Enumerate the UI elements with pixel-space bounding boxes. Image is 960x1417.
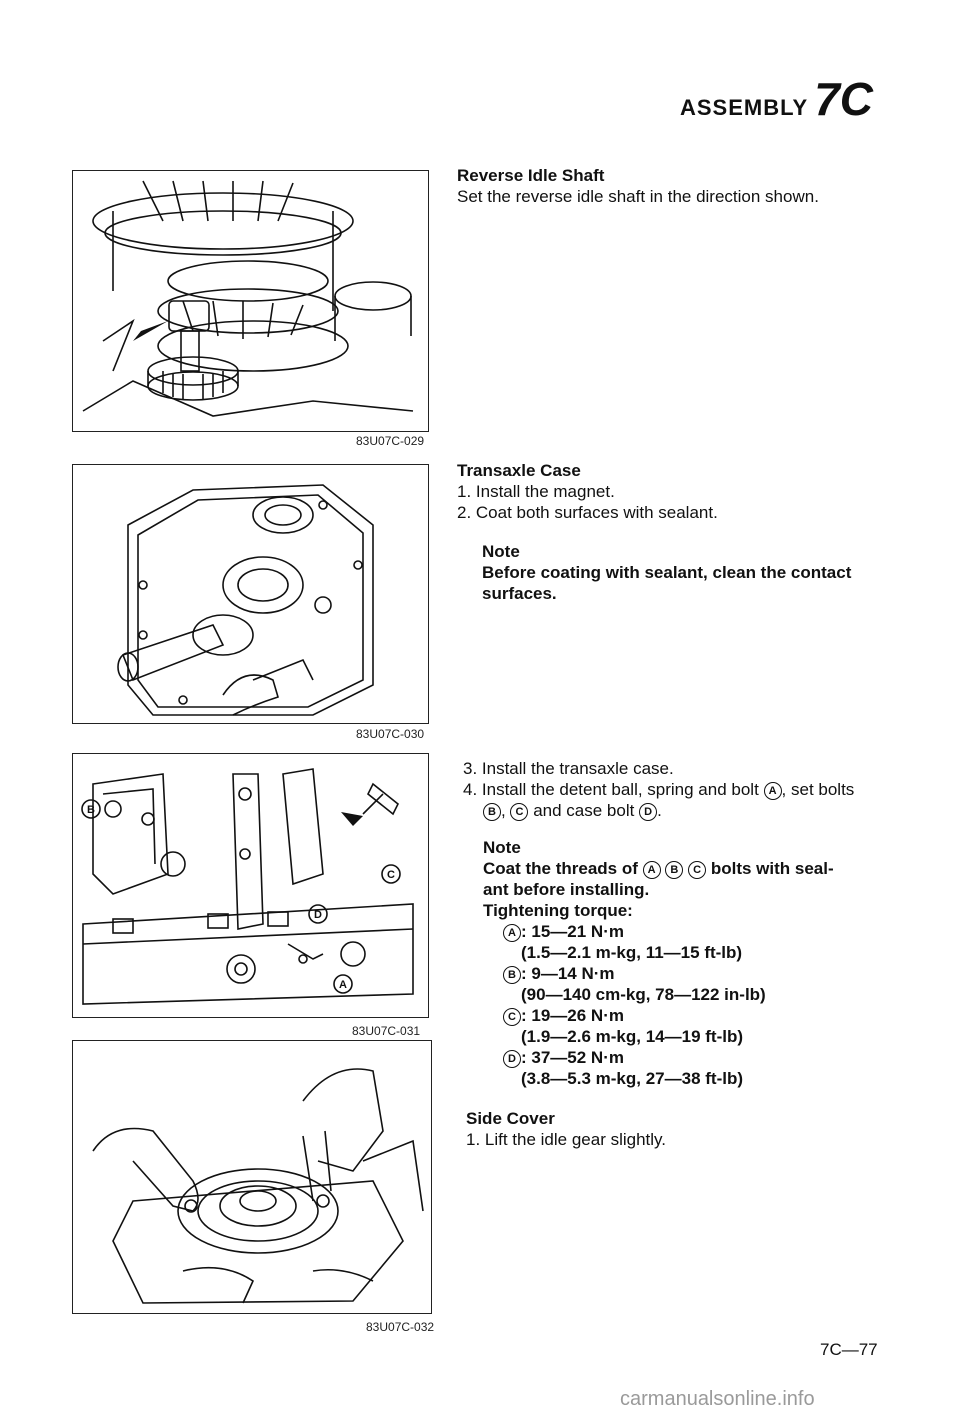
list-item: 3. Install the transaxle case. [463, 759, 674, 778]
torque-item: A : 15—21 N·m [503, 921, 903, 942]
bolt-label-a: A [339, 979, 347, 991]
note-box [483, 837, 903, 900]
figure-caption: 83U07C-029 [356, 434, 425, 448]
note-title: Note [483, 838, 521, 857]
section-side-cover [466, 1108, 886, 1150]
transaxle-case-bolts-illustration-icon [73, 754, 428, 1017]
note-body: Before coating with sealant, clean the contact surfaces. [482, 563, 852, 603]
note-body: Coat the threads of A B C bolts with seal- [483, 859, 834, 878]
bolt-letter-c: C [510, 803, 528, 821]
section-heading: Reverse Idle Shaft [457, 166, 605, 185]
bolt-letter-b: B [503, 966, 521, 984]
list-item: 1. Install the magnet. [457, 482, 615, 501]
bolt-letter-c: C [503, 1008, 521, 1026]
reverse-idle-shaft-illustration-icon [73, 171, 428, 431]
note-box [482, 541, 897, 604]
list-item: 2. Coat both surfaces with sealant. [457, 503, 718, 522]
figure-transaxle-case-bolts [72, 753, 429, 1018]
bolt-label-b: B [87, 804, 95, 816]
torque-item: D : 37—52 N·m [503, 1047, 903, 1068]
figure-caption: 83U07C-032 [366, 1320, 435, 1334]
section-heading: Side Cover [466, 1109, 555, 1128]
section-reverse-idle-shaft [457, 165, 917, 207]
list-item: 1. Lift the idle gear slightly. [466, 1130, 667, 1149]
section-transaxle-case [457, 460, 897, 604]
page-number: 7C—77 [820, 1340, 878, 1359]
torque-item: B : 9—14 N·m [503, 963, 903, 984]
list-item: 4. Install the detent ball, spring and bolt A , set bolts [463, 780, 855, 799]
torque-sub: (90—140 cm-kg, 78—122 in-lb) [521, 985, 766, 1004]
header-title: ASSEMBLY [680, 95, 809, 120]
note-title: Note [482, 542, 520, 561]
bolt-letter-b: B [665, 861, 683, 879]
bolt-letter-d: D [503, 1050, 521, 1068]
list-item: B , C and case bolt D . [483, 800, 903, 821]
torque-title: Tightening torque: [483, 901, 633, 920]
bolt-letter-a: A [643, 861, 661, 879]
torque-sub: (3.8—5.3 m-kg, 27—38 ft-lb) [521, 1069, 744, 1088]
transaxle-case-sealant-illustration-icon [73, 465, 428, 723]
bolt-label-c: C [387, 869, 395, 881]
page-header [680, 72, 873, 126]
figure-caption: 83U07C-031 [352, 1024, 421, 1038]
bolt-letter-a: A [764, 782, 782, 800]
bolt-label-d: D [314, 909, 322, 921]
figure-side-cover [72, 1040, 432, 1314]
bolt-letter-c: C [688, 861, 706, 879]
figure-caption: 83U07C-030 [356, 727, 425, 741]
side-cover-idle-gear-illustration-icon [73, 1041, 431, 1313]
header-section-code: 7C [814, 73, 874, 125]
watermark: carmanualsonline.info [620, 1388, 815, 1410]
section-heading: Transaxle Case [457, 461, 581, 480]
bolt-letter-d: D [639, 803, 657, 821]
bolt-letter-b: B [483, 803, 501, 821]
figure-transaxle-case [72, 464, 429, 724]
torque-sub: (1.5—2.1 m-kg, 11—15 ft-lb) [521, 943, 743, 962]
bolt-letter-a: A [503, 924, 521, 942]
torque-specs [483, 900, 903, 1089]
note-body-line2: ant before installing. [483, 880, 650, 899]
section-body: Set the reverse idle shaft in the direction shown. [457, 187, 819, 206]
torque-sub: (1.9—2.6 m-kg, 14—19 ft-lb) [521, 1027, 744, 1046]
torque-item: C : 19—26 N·m [503, 1005, 903, 1026]
section-install-steps [463, 758, 903, 900]
figure-reverse-idle-shaft [72, 170, 429, 432]
